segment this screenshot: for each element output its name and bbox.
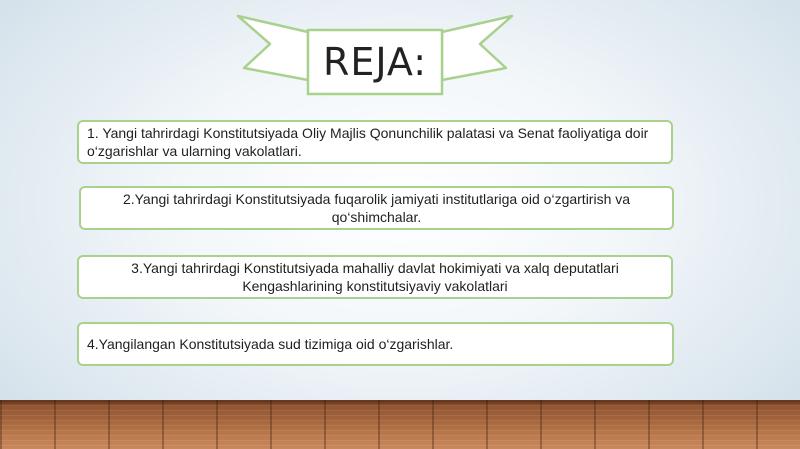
- title-banner: [230, 10, 520, 100]
- floor-shadow: [0, 400, 800, 406]
- agenda-item-2: 2.Yangi tahrirdagi Konstitutsiyada fuqarolik jamiyati institutlariga oid o‘zgartirish va qo‘shimchalar.: [79, 186, 674, 230]
- wooden-floor: [0, 400, 800, 449]
- floor-grain: [0, 400, 800, 449]
- agenda-item-3: 3.Yangi tahrirdagi Konstitutsiyada mahalliy davlat hokimiyati va xalq deputatlari Kengashlarining konstitutsiyaviy vakolatlari: [77, 255, 673, 299]
- slide-title: REJA:: [322, 40, 428, 84]
- agenda-item-1: 1. Yangi tahrirdagi Konstitutsiyada Oliy Majlis Qonunchilik palatasi va Senat faoliyatiga doir o‘zgarishlar va ularning vakolatlari.: [77, 120, 673, 164]
- agenda-item-4: 4.Yangilangan Konstitutsiyada sud tizimiga oid o‘zgarishlar.: [77, 322, 674, 366]
